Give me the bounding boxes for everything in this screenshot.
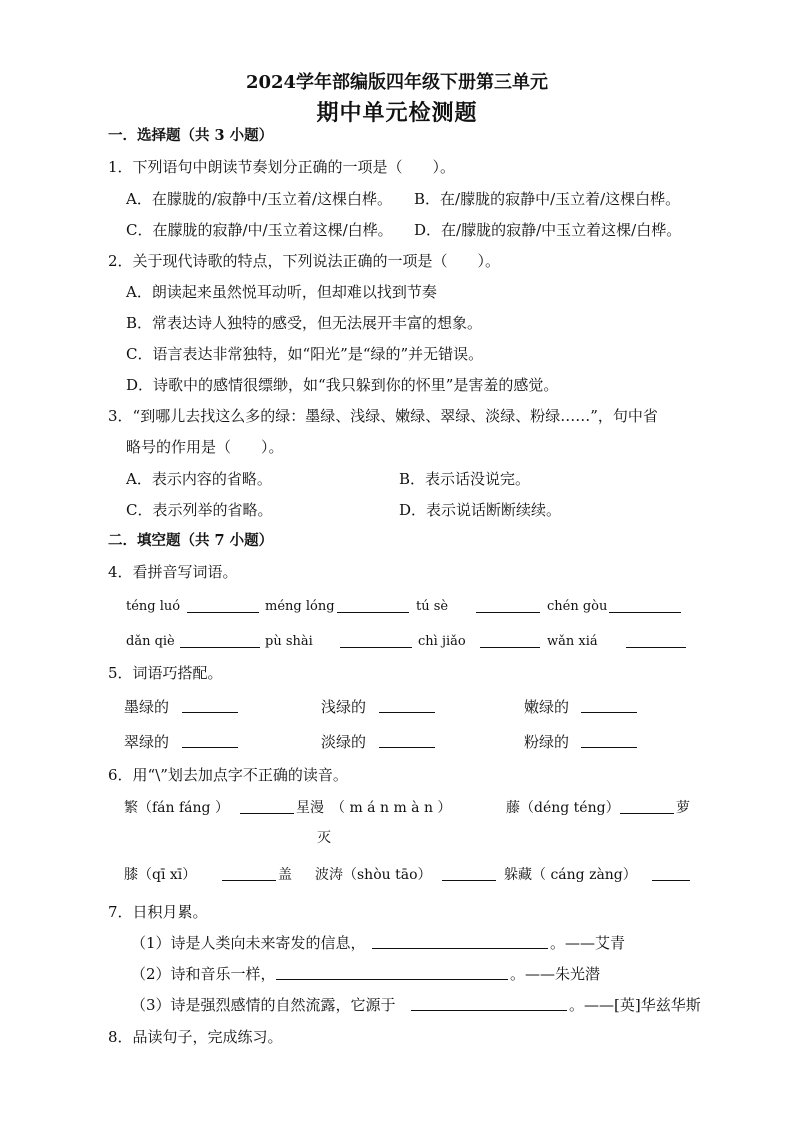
q1-option-a: A．在朦胧的/寂静中/玉立着/这棵白桦。 [126,190,392,208]
reading-item: 波涛（shòu tāo） [315,867,432,883]
answer-blank[interactable] [340,632,412,648]
answer-blank[interactable] [187,597,259,613]
reading-item: 星漫 （ m á n m à n ） [296,800,452,816]
q3-stem-line1: 3．“到哪儿去找这么多的绿：墨绿、浅绿、嫩绿、翠绿、淡绿、粉绿……”，句中省 [108,407,658,425]
q3-option-b: B．表示话没说完。 [399,470,531,488]
answer-blank[interactable] [180,632,260,648]
reading-item: 盖 [278,867,292,883]
section-fill-heading: 二．填空题（共 7 小题） [108,532,274,549]
answer-blank[interactable] [372,933,548,949]
q2-option-c: C．语言表达非常独特，如“阳光”是“绿的”并无错误。 [126,345,484,363]
q6-stem: 6．用“\”划去加点字不正确的读音。 [108,766,348,784]
q8-stem: 8．品读句子，完成练习。 [108,1028,283,1046]
word-prompt: 淡绿的 [321,733,367,751]
answer-blank[interactable] [442,865,496,881]
q7-item-3-text: （3）诗是强烈感情的自然流露，它源于 [131,996,396,1014]
answer-blank[interactable] [379,697,435,713]
answer-blank[interactable] [581,697,637,713]
pinyin-item: wǎn xiá [547,634,598,649]
word-prompt: 粉绿的 [524,733,570,751]
q3-option-c: C．表示列举的省略。 [126,501,273,519]
word-prompt: 翠绿的 [124,733,170,751]
answer-blank[interactable] [240,798,294,814]
answer-blank[interactable] [182,697,238,713]
pinyin-item: chén gòu [547,599,608,614]
answer-blank[interactable] [337,597,409,613]
pinyin-item: téng luó [126,599,181,614]
q7-item-1-source: 。——艾青 [550,934,626,952]
q1-stem: 1．下列语句中朗读节奏划分正确的一项是（ ）。 [108,158,456,176]
q2-option-a: A．朗读起来虽然悦耳动听，但却难以找到节奏 [126,283,437,301]
answer-blank[interactable] [379,732,435,748]
title-line-2: 期中单元检测题 [316,100,478,126]
q1-option-b: B．在/朦胧的寂静中/玉立着/这棵白桦。 [414,190,681,208]
answer-blank[interactable] [581,732,637,748]
answer-blank[interactable] [626,632,686,648]
q3-option-a: A．表示内容的省略。 [126,470,272,488]
q7-item-2-source: 。——朱光潜 [510,965,601,983]
pinyin-item: méng lóng [265,599,335,614]
word-prompt: 墨绿的 [124,698,170,716]
answer-blank[interactable] [480,632,540,648]
q1-option-c: C．在朦胧的寂静/中/玉立着这棵/白桦。 [126,221,393,239]
answer-blank[interactable] [182,732,238,748]
pinyin-item: pù shài [265,634,313,649]
reading-item: 萝 [676,800,690,816]
word-prompt: 嫩绿的 [524,698,570,716]
q5-stem: 5．词语巧搭配。 [108,664,223,682]
pinyin-item: dǎn qiè [126,634,175,649]
q7-item-2-text: （2）诗和音乐一样， [131,965,276,983]
q3-option-d: D．表示说话断断续续。 [399,501,562,519]
q4-stem: 4．看拼音写词语。 [108,563,238,581]
reading-item: 藤（déng téng） [506,800,620,816]
q2-stem: 2．关于现代诗歌的特点，下列说法正确的一项是（ ）。 [108,252,501,270]
word-prompt: 浅绿的 [321,698,367,716]
reading-item-wrap: 灭 [317,830,331,846]
answer-blank[interactable] [222,865,276,881]
reading-item: 膝（qī xī） [124,867,197,883]
answer-blank[interactable] [652,865,690,881]
section-choice-heading: 一．选择题（共 3 小题） [108,127,274,144]
answer-blank[interactable] [609,597,681,613]
q7-item-3-source: 。——[英]华兹华斯 [569,996,701,1014]
answer-blank[interactable] [620,798,674,814]
q2-option-b: B．常表达诗人独特的感受，但无法展开丰富的想象。 [126,314,483,332]
q2-option-d: D．诗歌中的感情很缥缈，如“我只躲到你的怀里”是害羞的感觉。 [126,376,559,394]
pinyin-item: chì jiǎo [418,634,466,649]
answer-blank[interactable] [276,964,508,980]
reading-item: 躲藏（ cáng zàng） [504,867,637,883]
answer-blank[interactable] [411,995,567,1011]
pinyin-item: tú sè [416,599,449,614]
title-line-1: 2024学年部编版四年级下册第三单元 [245,72,549,93]
q1-option-d: D．在/朦胧的寂静/中玉立着这棵/白桦。 [414,221,682,239]
reading-item: 繁（fán fáng ） [124,800,229,816]
q7-stem: 7．日积月累。 [108,903,208,921]
answer-blank[interactable] [476,597,540,613]
q3-stem-line2: 略号的作用是（ ）。 [126,438,284,456]
q7-item-1-text: （1）诗是人类向未来寄发的信息， [131,934,366,952]
